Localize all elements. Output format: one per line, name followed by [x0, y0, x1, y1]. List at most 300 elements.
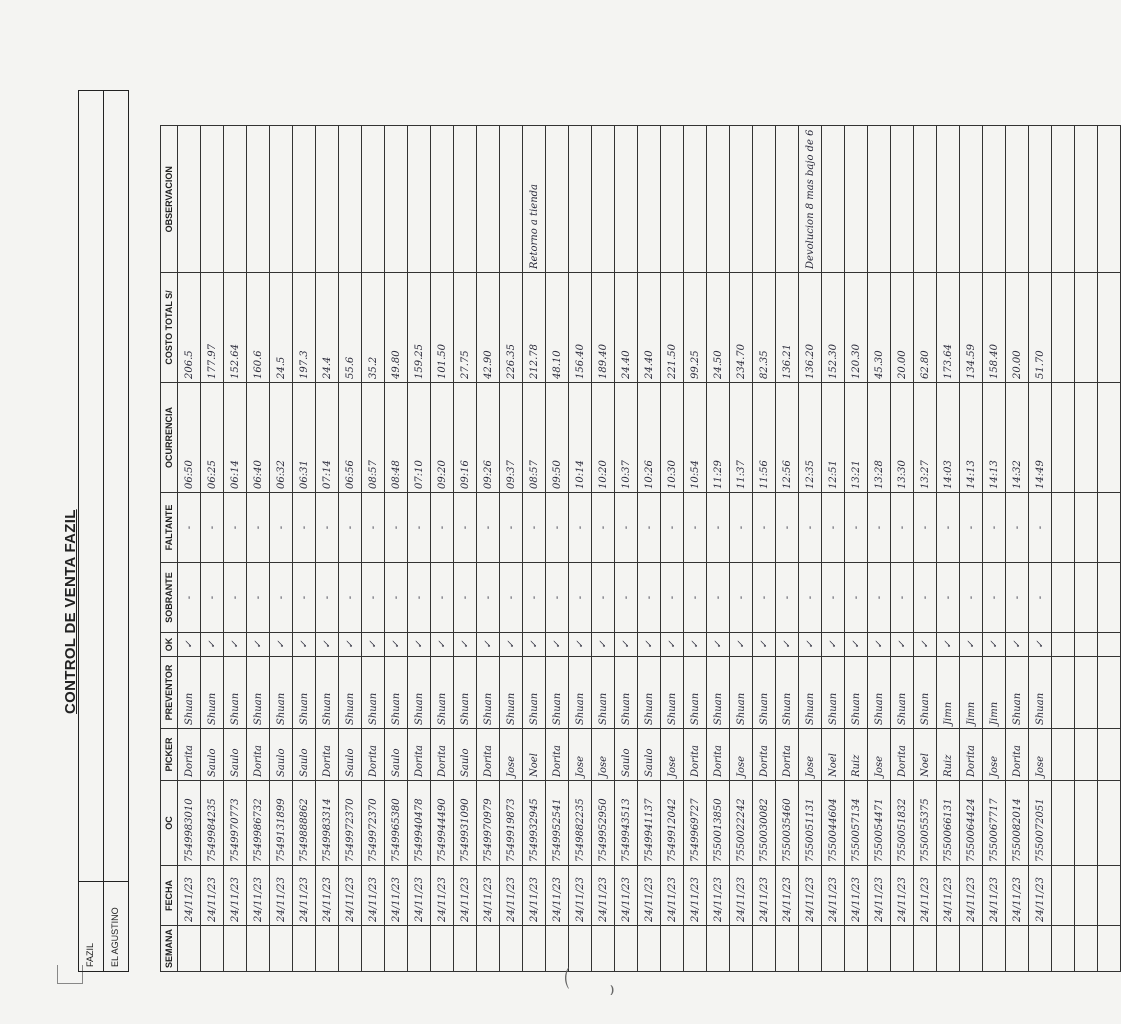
ok-cell: ✓ — [270, 632, 293, 656]
picker-cell: Dorita — [684, 728, 707, 780]
ok-cell: ✓ — [845, 632, 868, 656]
preventor-cell: Shuan — [592, 656, 615, 728]
empty-cell — [1098, 562, 1121, 632]
date-cell: 24/11/23 — [914, 865, 937, 925]
table-row — [684, 126, 707, 972]
week-cell — [615, 925, 638, 971]
observation-cell — [247, 126, 270, 273]
order-cell: 7550051131 — [799, 780, 822, 865]
order-cell: 7550022242 — [730, 780, 753, 865]
week-cell — [983, 925, 1006, 971]
table-header-row — [161, 126, 178, 972]
shortage-cell: - — [592, 492, 615, 562]
order-cell: 7549919873 — [500, 780, 523, 865]
preventor-cell: Shuan — [707, 656, 730, 728]
ok-cell: ✓ — [339, 632, 362, 656]
date-cell: 24/11/23 — [316, 865, 339, 925]
ok-cell: ✓ — [684, 632, 707, 656]
ok-cell: ✓ — [247, 632, 270, 656]
sales-control-table — [160, 125, 1121, 972]
cost-cell: 156.40 — [569, 272, 592, 382]
observation-cell — [707, 126, 730, 273]
surplus-cell: - — [845, 562, 868, 632]
time-cell: 13:27 — [914, 382, 937, 492]
order-cell: 7549965380 — [385, 780, 408, 865]
empty-cell — [1052, 728, 1075, 780]
week-cell — [546, 925, 569, 971]
table-row — [477, 126, 500, 972]
picker-cell: Jose — [569, 728, 592, 780]
picker-cell: Dorita — [776, 728, 799, 780]
cost-cell: 49.80 — [385, 272, 408, 382]
surplus-cell: - — [569, 562, 592, 632]
time-cell: 08:57 — [523, 382, 546, 492]
empty-cell — [1052, 656, 1075, 728]
surplus-cell: - — [270, 562, 293, 632]
ok-cell: ✓ — [385, 632, 408, 656]
ok-cell: ✓ — [362, 632, 385, 656]
time-cell: 06:32 — [270, 382, 293, 492]
week-cell — [592, 925, 615, 971]
surplus-cell: - — [1006, 562, 1029, 632]
date-cell: 24/11/23 — [408, 865, 431, 925]
week-cell — [293, 925, 316, 971]
week-cell — [500, 925, 523, 971]
shortage-cell: - — [776, 492, 799, 562]
ok-cell: ✓ — [1006, 632, 1029, 656]
picker-cell: Jose — [500, 728, 523, 780]
surplus-cell: - — [431, 562, 454, 632]
week-cell — [270, 925, 293, 971]
surplus-cell: - — [891, 562, 914, 632]
preventor-cell: Jimn — [983, 656, 1006, 728]
date-cell: 24/11/23 — [868, 865, 891, 925]
cost-cell: 136.20 — [799, 272, 822, 382]
time-cell: 10:26 — [638, 382, 661, 492]
order-cell: 7550057134 — [845, 780, 868, 865]
preventor-cell: Shuan — [523, 656, 546, 728]
ok-cell: ✓ — [500, 632, 523, 656]
picker-cell: Jose — [983, 728, 1006, 780]
cost-cell: 152.64 — [224, 272, 247, 382]
cost-cell: 160.6 — [247, 272, 270, 382]
preventor-cell: Shuan — [684, 656, 707, 728]
picker-cell: Dorita — [960, 728, 983, 780]
shortage-cell: - — [983, 492, 1006, 562]
company-row — [79, 91, 104, 971]
shortage-cell: - — [408, 492, 431, 562]
week-cell — [316, 925, 339, 971]
picker-cell: Dorita — [431, 728, 454, 780]
empty-cell — [1052, 925, 1075, 971]
time-cell: 12:56 — [776, 382, 799, 492]
table-row — [776, 126, 799, 972]
surplus-cell: - — [500, 562, 523, 632]
table-row — [799, 126, 822, 972]
empty-cell — [1075, 632, 1098, 656]
time-cell: 10:37 — [615, 382, 638, 492]
cost-cell: 226.35 — [500, 272, 523, 382]
order-cell: 7550055375 — [914, 780, 937, 865]
empty-cell — [1052, 126, 1075, 273]
order-cell: 7550082014 — [1006, 780, 1029, 865]
empty-cell — [1075, 656, 1098, 728]
shortage-cell: - — [730, 492, 753, 562]
table-row — [983, 126, 1006, 972]
column-header: PREVENTOR — [161, 656, 178, 728]
surplus-cell: - — [339, 562, 362, 632]
time-cell: 14:32 — [1006, 382, 1029, 492]
order-cell: 7549931090 — [454, 780, 477, 865]
time-cell: 09:50 — [546, 382, 569, 492]
empty-cell — [1098, 492, 1121, 562]
picker-cell: Saulo — [293, 728, 316, 780]
date-cell: 24/11/23 — [569, 865, 592, 925]
table-row — [247, 126, 270, 972]
empty-cell — [1052, 562, 1075, 632]
observation-cell — [454, 126, 477, 273]
surplus-cell: - — [477, 562, 500, 632]
table-row — [293, 126, 316, 972]
observation-cell — [914, 126, 937, 273]
cost-cell: 177.97 — [201, 272, 224, 382]
time-cell: 10:30 — [661, 382, 684, 492]
preventor-cell: Shuan — [868, 656, 891, 728]
order-cell: 7550072051 — [1029, 780, 1052, 865]
surplus-cell: - — [661, 562, 684, 632]
preventor-cell: Shuan — [293, 656, 316, 728]
table-row — [615, 126, 638, 972]
shortage-cell: - — [914, 492, 937, 562]
time-cell: 11:56 — [753, 382, 776, 492]
shortage-cell: - — [477, 492, 500, 562]
company-cell — [79, 91, 103, 881]
table-row — [891, 126, 914, 972]
preventor-cell: Shuan — [546, 656, 569, 728]
picker-cell: Noel — [914, 728, 937, 780]
week-cell — [362, 925, 385, 971]
date-cell: 24/11/23 — [730, 865, 753, 925]
cost-cell: 152.30 — [822, 272, 845, 382]
surplus-cell: - — [293, 562, 316, 632]
column-header: FALTANTE — [161, 492, 178, 562]
shortage-cell: - — [385, 492, 408, 562]
empty-cell — [1052, 382, 1075, 492]
date-cell: 24/11/23 — [661, 865, 684, 925]
shortage-cell: - — [661, 492, 684, 562]
picker-cell: Saulo — [270, 728, 293, 780]
preventor-cell: Shuan — [638, 656, 661, 728]
cost-cell: 62.80 — [914, 272, 937, 382]
week-cell — [431, 925, 454, 971]
cost-cell: 51.70 — [1029, 272, 1052, 382]
table-row — [546, 126, 569, 972]
margin-mark: ⌒ — [565, 966, 590, 989]
preventor-cell: Shuan — [730, 656, 753, 728]
surplus-cell: - — [730, 562, 753, 632]
time-cell: 06:31 — [293, 382, 316, 492]
cost-cell: 234.70 — [730, 272, 753, 382]
table-row — [730, 126, 753, 972]
preventor-cell: Shuan — [431, 656, 454, 728]
order-cell: 7550044604 — [822, 780, 845, 865]
shortage-cell: - — [270, 492, 293, 562]
table-row — [362, 126, 385, 972]
shortage-cell: - — [454, 492, 477, 562]
table-row — [270, 126, 293, 972]
preventor-cell: Shuan — [822, 656, 845, 728]
picker-cell: Dorita — [477, 728, 500, 780]
week-cell — [707, 925, 730, 971]
preventor-cell: Shuan — [845, 656, 868, 728]
empty-cell — [1098, 656, 1121, 728]
table-row — [454, 126, 477, 972]
date-cell: 24/11/23 — [1029, 865, 1052, 925]
time-cell: 14:03 — [937, 382, 960, 492]
preventor-cell: Shuan — [201, 656, 224, 728]
location-label: EL AGUSTINO — [104, 881, 128, 971]
order-cell: 7549970773 — [224, 780, 247, 865]
table-row — [201, 126, 224, 972]
picker-cell: Saulo — [638, 728, 661, 780]
preventor-cell: Shuan — [454, 656, 477, 728]
preventor-cell: Shuan — [661, 656, 684, 728]
picker-cell: Jose — [661, 728, 684, 780]
order-cell: 7549983314 — [316, 780, 339, 865]
order-cell: 7549940478 — [408, 780, 431, 865]
sheet-header-box — [78, 90, 129, 972]
shortage-cell: - — [362, 492, 385, 562]
order-cell: 7549969727 — [684, 780, 707, 865]
table-row — [178, 126, 201, 972]
empty-cell — [1075, 728, 1098, 780]
preventor-cell: Shuan — [385, 656, 408, 728]
table-row — [224, 126, 247, 972]
date-cell: 24/11/23 — [224, 865, 247, 925]
picker-cell: Saulo — [454, 728, 477, 780]
surplus-cell: - — [316, 562, 339, 632]
surplus-cell: - — [776, 562, 799, 632]
picker-cell: Dorita — [178, 728, 201, 780]
ok-cell: ✓ — [891, 632, 914, 656]
order-cell: 7550051832 — [891, 780, 914, 865]
time-cell: 06:14 — [224, 382, 247, 492]
week-cell — [408, 925, 431, 971]
picker-cell: Saulo — [339, 728, 362, 780]
date-cell: 24/11/23 — [431, 865, 454, 925]
time-cell: 12:51 — [822, 382, 845, 492]
cost-cell: 212.78 — [523, 272, 546, 382]
order-cell: 7549972370 — [339, 780, 362, 865]
week-cell — [776, 925, 799, 971]
picker-cell: Saulo — [385, 728, 408, 780]
picker-cell: Noel — [523, 728, 546, 780]
observation-cell — [983, 126, 1006, 273]
ok-cell: ✓ — [224, 632, 247, 656]
empty-cell — [1075, 780, 1098, 865]
cost-cell: 35.2 — [362, 272, 385, 382]
empty-cell — [1075, 382, 1098, 492]
shortage-cell: - — [316, 492, 339, 562]
empty-cell — [1098, 780, 1121, 865]
cost-cell: 221.50 — [661, 272, 684, 382]
ok-cell: ✓ — [914, 632, 937, 656]
week-cell — [1006, 925, 1029, 971]
preventor-cell: Shuan — [914, 656, 937, 728]
time-cell: 07:14 — [316, 382, 339, 492]
observation-cell — [431, 126, 454, 273]
ok-cell: ✓ — [983, 632, 1006, 656]
column-header: OK — [161, 632, 178, 656]
order-cell: 7550030082 — [753, 780, 776, 865]
ok-cell: ✓ — [546, 632, 569, 656]
picker-cell: Jose — [592, 728, 615, 780]
surplus-cell: - — [385, 562, 408, 632]
empty-cell — [1052, 632, 1075, 656]
date-cell: 24/11/23 — [638, 865, 661, 925]
empty-cell — [1098, 382, 1121, 492]
date-cell: 24/11/23 — [385, 865, 408, 925]
surplus-cell: - — [960, 562, 983, 632]
observation-cell — [385, 126, 408, 273]
ok-cell: ✓ — [316, 632, 339, 656]
surplus-cell: - — [707, 562, 730, 632]
observation-cell — [339, 126, 362, 273]
cost-cell: 42.90 — [477, 272, 500, 382]
surplus-cell: - — [868, 562, 891, 632]
surplus-cell: - — [753, 562, 776, 632]
surplus-cell: - — [408, 562, 431, 632]
ok-cell: ✓ — [569, 632, 592, 656]
cost-cell: 197.3 — [293, 272, 316, 382]
shortage-cell: - — [753, 492, 776, 562]
table-row — [914, 126, 937, 972]
empty-row — [1052, 126, 1075, 972]
preventor-cell: Shuan — [500, 656, 523, 728]
observation-cell — [822, 126, 845, 273]
shortage-cell: - — [707, 492, 730, 562]
time-cell: 09:20 — [431, 382, 454, 492]
order-cell: 7550067717 — [983, 780, 1006, 865]
cost-cell: 24.5 — [270, 272, 293, 382]
date-cell: 24/11/23 — [270, 865, 293, 925]
surplus-cell: - — [523, 562, 546, 632]
picker-cell: Jose — [799, 728, 822, 780]
cost-cell: 101.50 — [431, 272, 454, 382]
observation-cell — [960, 126, 983, 273]
cost-cell: 45.30 — [868, 272, 891, 382]
time-cell: 11:29 — [707, 382, 730, 492]
date-cell: 24/11/23 — [201, 865, 224, 925]
time-cell: 12:35 — [799, 382, 822, 492]
observation-cell — [316, 126, 339, 273]
date-cell: 24/11/23 — [293, 865, 316, 925]
preventor-cell: Jimn — [937, 656, 960, 728]
cost-cell: 120.30 — [845, 272, 868, 382]
shortage-cell: - — [615, 492, 638, 562]
observation-cell — [937, 126, 960, 273]
surplus-cell: - — [638, 562, 661, 632]
shortage-cell: - — [638, 492, 661, 562]
date-cell: 24/11/23 — [937, 865, 960, 925]
empty-cell — [1052, 272, 1075, 382]
date-cell: 24/11/23 — [362, 865, 385, 925]
table-row — [500, 126, 523, 972]
order-cell: 7549912042 — [661, 780, 684, 865]
preventor-cell: Shuan — [753, 656, 776, 728]
ok-cell: ✓ — [776, 632, 799, 656]
table-row — [1006, 126, 1029, 972]
picker-cell: Saulo — [224, 728, 247, 780]
date-cell: 24/11/23 — [960, 865, 983, 925]
preventor-cell: Shuan — [776, 656, 799, 728]
table-row — [822, 126, 845, 972]
order-cell: 7550064424 — [960, 780, 983, 865]
ok-cell: ✓ — [431, 632, 454, 656]
surplus-cell: - — [914, 562, 937, 632]
time-cell: 06:56 — [339, 382, 362, 492]
column-header: OBSERVACION — [161, 126, 178, 273]
week-cell — [569, 925, 592, 971]
shortage-cell: - — [891, 492, 914, 562]
picker-cell: Dorita — [1006, 728, 1029, 780]
time-cell: 14:49 — [1029, 382, 1052, 492]
picker-cell: Dorita — [753, 728, 776, 780]
week-cell — [937, 925, 960, 971]
week-cell — [454, 925, 477, 971]
cost-cell: 159.25 — [408, 272, 431, 382]
margin-mark: ⌣ — [600, 984, 621, 996]
preventor-cell: Shuan — [569, 656, 592, 728]
order-cell: 7549970979 — [477, 780, 500, 865]
time-cell: 10:14 — [569, 382, 592, 492]
surplus-cell: - — [937, 562, 960, 632]
order-cell: 7550013850 — [707, 780, 730, 865]
ok-cell: ✓ — [960, 632, 983, 656]
date-cell: 24/11/23 — [776, 865, 799, 925]
week-cell — [822, 925, 845, 971]
table-row — [316, 126, 339, 972]
shortage-cell: - — [569, 492, 592, 562]
picker-cell: Jose — [730, 728, 753, 780]
picker-cell: Dorita — [316, 728, 339, 780]
shortage-cell: - — [684, 492, 707, 562]
surplus-cell: - — [684, 562, 707, 632]
ok-cell: ✓ — [1029, 632, 1052, 656]
shortage-cell: - — [523, 492, 546, 562]
week-cell — [868, 925, 891, 971]
table-row — [523, 126, 546, 972]
empty-cell — [1075, 865, 1098, 925]
date-cell: 24/11/23 — [1006, 865, 1029, 925]
week-cell — [339, 925, 362, 971]
shortage-cell: - — [822, 492, 845, 562]
ok-cell: ✓ — [523, 632, 546, 656]
preventor-cell: Shuan — [408, 656, 431, 728]
shortage-cell: - — [224, 492, 247, 562]
picker-cell: Jose — [868, 728, 891, 780]
preventor-cell: Shuan — [224, 656, 247, 728]
shortage-cell: - — [247, 492, 270, 562]
date-cell: 24/11/23 — [523, 865, 546, 925]
preventor-cell: Shuan — [316, 656, 339, 728]
cost-cell: 189.40 — [592, 272, 615, 382]
cost-cell: 206.5 — [178, 272, 201, 382]
shortage-cell: - — [937, 492, 960, 562]
cost-cell: 24.40 — [615, 272, 638, 382]
observation-cell — [178, 126, 201, 273]
shortage-cell: - — [799, 492, 822, 562]
